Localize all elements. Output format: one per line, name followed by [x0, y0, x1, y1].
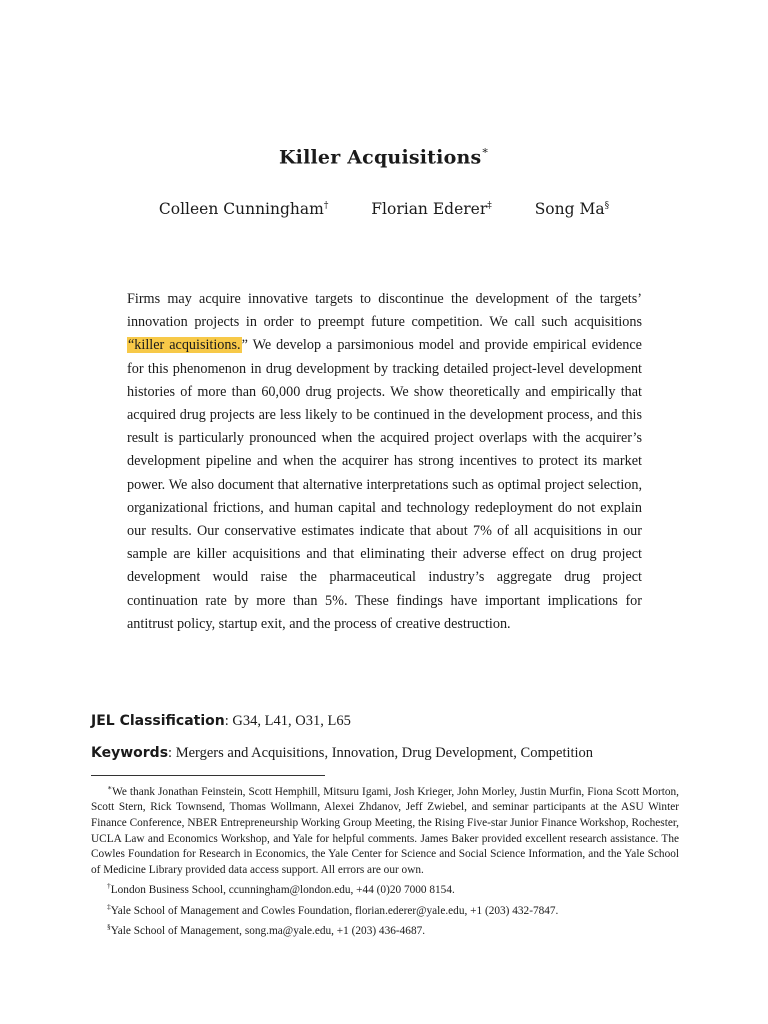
footnote-text: Yale School of Management, song.ma@yale.edu, +1 (203) 436-4687. — [110, 924, 426, 937]
footnote-mark: ‡ — [107, 901, 111, 911]
footnote-mark: § — [107, 922, 111, 932]
author — [371, 200, 491, 218]
highlighted-text[interactable]: “killer acquisitions. — [128, 337, 241, 354]
keywords-label: Keywords — [91, 745, 169, 761]
jel-label: JEL Classification — [91, 713, 225, 729]
footnote-text: London Business School, ccunningham@london.edu, +44 (0)20 7000 8154. — [110, 884, 455, 897]
keywords-list: : Mergers and Acquisitions, Innovation, Drug Development, Competition — [168, 745, 594, 761]
abstract — [127, 288, 642, 636]
footnote-text: We thank Jonathan Feinstein, Scott Hemphill, Mitsuru Igami, Josh Krieger, John Morley, Justin Murfin, Fiona Scott Morton, Scott Stern, Rick Townsend, Thomas Wollmann, Alexei Zhdanov, Jeff Zwiebel, and seminar participants at the ASU Winter Finance Conference, NBER Entrepreneurship Working Group Meeting, the Rising Five-star Junior Finance Workshop, Rochester, UCLA Law and Economics Workshop, and Yale for helpful comments. James Baker provided excellent research assistance. The Cowles Foundation for Research in Economics, the Yale Center for Science and Social Science Information, and the Yale School of Medicine Library provided data access support. All errors are our own. — [91, 785, 679, 876]
abstract-text-end: ” We develop a parsimonious model and provide empirical evidence for this phenomenon in drug development by tracking detailed project-level development histories of more than 60,000 drug projects. We show theoretically and empirically that acquired drug projects are less likely to be continued in the development process, and this result is particularly pronounced when the acquired project overlaps with the acquirer’s development pipeline and when the acquirer has strong incentives to protect its market power. We also document that alternative interpretations such as optimal project selection, organizational frictions, and human capital and technology redeployment do not explain our results. Our conservative estimates indicate that about 7% of all acquisitions in our sample are killer acquisitions and that eliminating their adverse effect on drug project development would raise the pharmaceutical industry’s aggregate drug project continuation rate by more than 5%. These findings have important implications for antitrust policy, startup exit, and the process of creative destruction. — [127, 337, 642, 632]
jel-classification — [91, 713, 691, 730]
author-list — [0, 200, 768, 218]
footnote-author-1 — [91, 878, 679, 898]
jel-codes: : G34, L41, O31, L65 — [224, 713, 351, 729]
footnote-mark: ∗ — [107, 783, 113, 792]
author-mark: § — [604, 200, 610, 211]
title-text: Killer Acquisitions — [278, 146, 482, 169]
author-name: Florian Ederer — [371, 200, 488, 218]
author — [159, 200, 328, 218]
footnotes — [91, 780, 679, 939]
author-name: Song Ma — [534, 200, 605, 218]
footnote-mark: † — [107, 881, 111, 891]
author — [535, 200, 609, 218]
footnote-text: Yale School of Management and Cowles Foundation, florian.ederer@yale.edu, +1 (203) 432-7847. — [110, 904, 559, 917]
author-name: Colleen Cunningham — [158, 200, 324, 218]
footnote-author-2 — [91, 899, 679, 919]
footnote-author-3 — [91, 919, 679, 939]
footnote-divider — [91, 775, 325, 776]
abstract-text-start: Firms may acquire innovative targets to discontinue the development of the targets’ innovation projects in order to preempt future competition. We call such acquisitions — [127, 291, 642, 331]
title-footnote-mark: ∗ — [481, 144, 490, 157]
keywords — [91, 745, 711, 762]
author-mark: ‡ — [487, 200, 492, 211]
author-mark: † — [323, 200, 329, 211]
footnote-acknowledgements — [91, 780, 679, 878]
paper-title — [0, 146, 768, 168]
